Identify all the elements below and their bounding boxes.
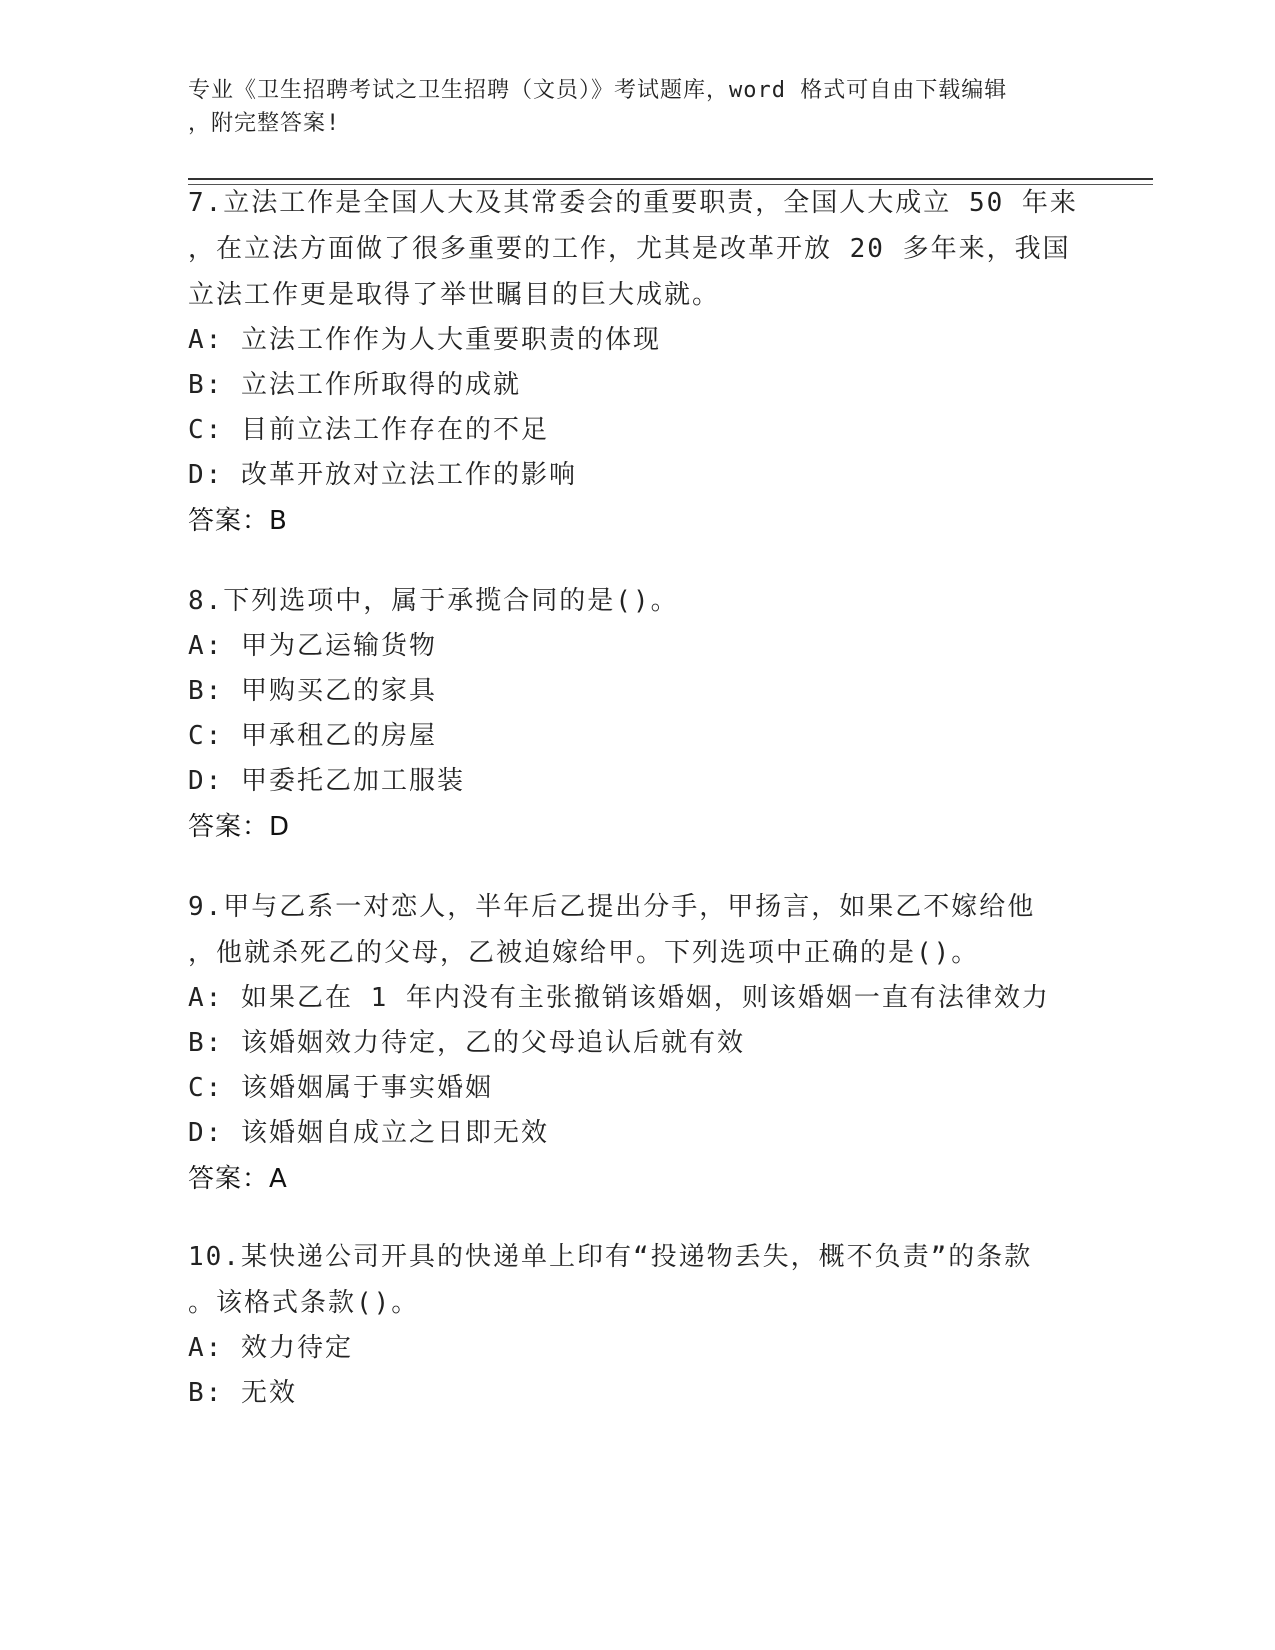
option-b: B: 无效 [188, 1378, 297, 1408]
question-8 [188, 578, 1088, 850]
header-line: 专业《卫生招聘考试之卫生招聘（文员）》考试题库，word 格式可自由下载编辑 [188, 78, 1008, 103]
header-line: ，附完整答案! [188, 111, 341, 136]
option-b: B: 甲购买乙的家具 [188, 676, 437, 706]
question-text-line: 。该格式条款()。 [188, 1288, 420, 1318]
option-a: A: 立法工作作为人大重要职责的体现 [188, 325, 661, 355]
option-d: D: 改革开放对立法工作的影响 [188, 460, 577, 490]
question-9 [188, 884, 1088, 1202]
question-10 [188, 1234, 1088, 1416]
question-text-line: 8.下列选项中，属于承揽合同的是()。 [188, 586, 679, 616]
option-d: D: 该婚姻自成立之日即无效 [188, 1118, 549, 1148]
question-7 [188, 180, 1088, 544]
answer: 答案：B [188, 506, 288, 536]
question-text-line: 立法工作更是取得了举世瞩目的巨大成就。 [188, 280, 721, 310]
option-b: B: 立法工作所取得的成就 [188, 370, 521, 400]
answer: 答案：A [188, 1164, 288, 1194]
question-text-line: 9.甲与乙系一对恋人，半年后乙提出分手，甲扬言，如果乙不嫁给他 [188, 892, 1036, 922]
option-c: C: 甲承租乙的房屋 [188, 721, 437, 751]
option-d: D: 甲委托乙加工服装 [188, 766, 465, 796]
option-c: C: 该婚姻属于事实婚姻 [188, 1073, 493, 1103]
question-text-line: 10.某快递公司开具的快递单上印有“投递物丢失，概不负责”的条款 [188, 1242, 1033, 1272]
answer: 答案：D [188, 812, 291, 842]
question-text-line: ，他就杀死乙的父母，乙被迫嫁给甲。下列选项中正确的是()。 [188, 938, 980, 968]
option-a: A: 甲为乙运输货物 [188, 631, 437, 661]
option-b: B: 该婚姻效力待定，乙的父母追认后就有效 [188, 1028, 745, 1058]
option-a: A: 如果乙在 1 年内没有主张撤销该婚姻，则该婚姻一直有法律效力 [188, 983, 1050, 1013]
document-header [188, 74, 1068, 140]
option-a: A: 效力待定 [188, 1333, 353, 1363]
option-c: C: 目前立法工作存在的不足 [188, 415, 549, 445]
question-text-line: ，在立法方面做了很多重要的工作，尤其是改革开放 20 多年来，我国 [188, 234, 1071, 264]
question-text-line: 7.立法工作是全国人大及其常委会的重要职责，全国人大成立 50 年来 [188, 188, 1078, 218]
